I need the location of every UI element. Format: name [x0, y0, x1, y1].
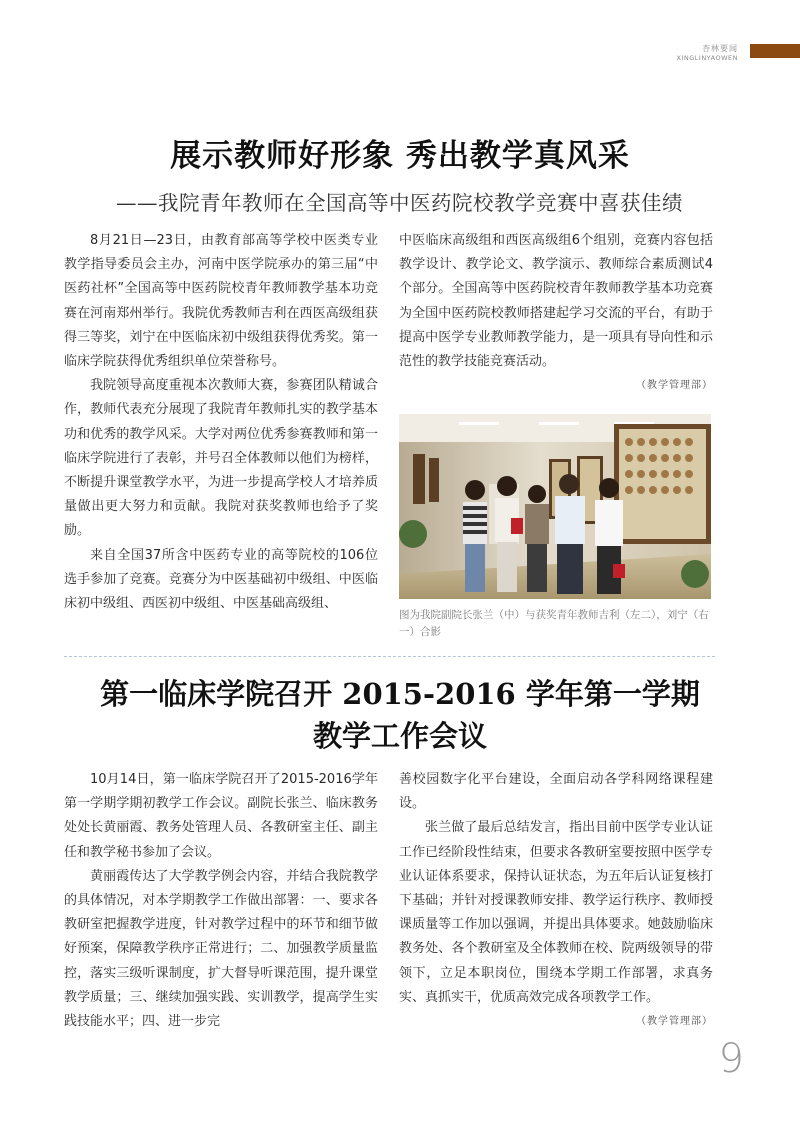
article2-column-right: [399, 768, 713, 1034]
article1-paragraph-2: 我院领导高度重视本次教师大赛，参赛团队精诚合作，教师代表充分展现了我院青年教师扎实的教学基本功和优秀的教学风采。大学对两位优秀参赛教师和第一临床学院进行了表彰，并号召全体教师以他们为榜样，不断提升课堂教学水平，为进一步提高学校人才培养质量做出更大努力和贡献。我院对获奖教师也给予了奖励。: [64, 378, 378, 539]
article2-paragraph-2a: 黄丽霞传达了大学教学例会内容，并结合我院教学的具体情况，对本学期教学工作做出部署：一、要求各教研室把握教学进度，针对教学过程中的环节和细节做好预案，保障教学秩序正常进行；二、加强教学质量监控，落实三级听课制度，扩大督导听课范围，提升课堂教学质量；三、继续加强实践、实训教学，提高学生实践技能水平；四、进一步完: [64, 868, 378, 1030]
article1-subtitle: ——我院青年教师在全国高等中医药院校教学竞赛中喜获佳绩: [116, 191, 683, 215]
article2-title-line2: 教学工作会议: [312, 719, 487, 753]
article2-paragraph-1: 10月14日，第一临床学院召开了2015-2016学年第一学期学期初教学工作会议。副院长张兰、临床教务处处长黄丽霞、教务处管理人员、各教研室主任、副主任和教学秘书参加了会议。: [64, 772, 378, 860]
article1-title: 展示教师好形象 秀出教学真风采: [170, 138, 630, 174]
section-divider: [64, 656, 715, 657]
section-label-cn: 杏林要闻: [702, 44, 738, 53]
article1-paragraph-3b: 中医临床高级组和西医高级组6个组别，竞赛内容包括教学设计、教学论文、教学演示、教师综合素质测试4个部分。全国高等中医药院校青年教师教学基本功竞赛为全国中医药院校教师搭建起学习交流的平台，有助于提高中医学专业教师教学能力，是一项具有导向性和示范性的教学技能竞赛活动。: [399, 233, 713, 370]
article2-column-left: [64, 768, 378, 1034]
article2-credit: （教学管理部）: [636, 1016, 713, 1028]
header-accent-bar: [750, 44, 800, 58]
article1-photo: [399, 414, 711, 599]
group-photo-illustration: [399, 414, 711, 599]
article2-title: [0, 673, 800, 757]
page-number: 9: [718, 1036, 744, 1082]
article2-paragraph-3: 张兰做了最后总结发言，指出目前中医学专业认证工作已经阶段性结束，但要求各教研室要按照中医学专业认证体系要求，保持认证状态，为五年后认证复核打下基础；并针对授课教师安排、教学运行秩序、教师授课质量等工作加以强调，并提出具体要求。她鼓励临床教务处、各个教研室及全体教师在校、院两级领导的带领下，立足本职岗位，围绕本学期工作部署，求真务实、真抓实干，优质高效完成各项教学工作。: [399, 820, 713, 1005]
article1-column-right: [399, 229, 713, 398]
article1-paragraph-3a: 来自全国37所含中医药专业的高等院校的106位选手参加了竞赛。竞赛分为中医基础初中级组、中医临床初中级组、西医初中级组、中医基础高级组、: [64, 547, 378, 612]
section-label: [677, 44, 738, 63]
article1-column-left: [64, 229, 378, 616]
photo-caption: 图为我院副院长张兰（中）与获奖青年教师吉利（左二），刘宁（右一）合影: [399, 609, 709, 638]
article1-paragraph-1: 8月21日—23日，由教育部高等学校中医类专业教学指导委员会主办，河南中医学院承办的第三届“中医药社杯”全国高等中医药院校青年教师教学基本功竞赛在河南郑州举行。我院优秀教师吉利在西医高级组获得三等奖，刘宁在中医临床初中级组获得优秀奖。第一临床学院获得优秀组织单位荣誉称号。: [64, 233, 378, 370]
article2-title-line1: 第一临床学院召开 2015-2016 学年第一学期: [100, 677, 700, 711]
article1-credit: （教学管理部）: [636, 380, 713, 392]
section-label-en: XINGLINYAOWEN: [676, 54, 738, 62]
article2-paragraph-2b: 善校园数字化平台建设，全面启动各学科网络课程建设。: [399, 772, 713, 812]
